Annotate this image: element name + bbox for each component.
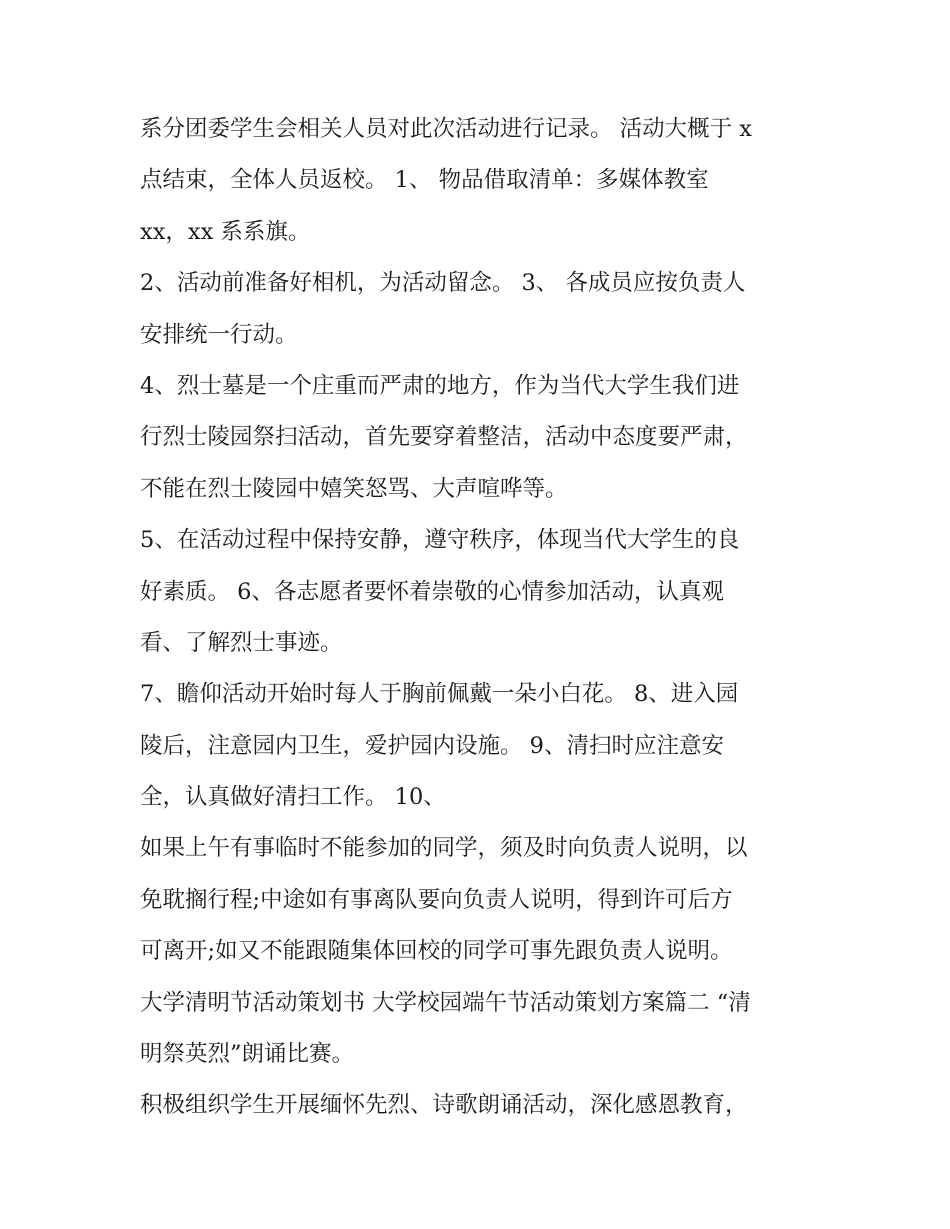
text-line: 陵后，注意园内卫生，爱护园内设施。 9、清扫时应注意安 <box>140 732 724 759</box>
text-line: 5、在活动过程中保持安静，遵守秩序，体现当代大学生的良 <box>140 527 740 554</box>
text-line: 大学清明节活动策划书 大学校园端午节活动策划方案篇二 “清 <box>140 989 751 1016</box>
text-line: 不能在烈士陵园中嬉笑怒骂、大声喧哗等。 <box>140 475 568 502</box>
text-line: xx，xx 系系旗。 <box>140 218 311 245</box>
document-body <box>140 104 820 1132</box>
text-line: 2、活动前准备好相机，为活动留念。 3、 各成员应按负责人 <box>140 270 746 297</box>
text-line: 如果上午有事临时不能参加的同学，须及时向负责人说明，以 <box>140 835 748 862</box>
text-line: 明祭英烈”朗诵比赛。 <box>140 1041 355 1068</box>
text-line: 行烈士陵园祭扫活动，首先要穿着整洁，活动中态度要严肃， <box>140 424 748 451</box>
text-line: 点结束，全体人员返校。 1、 物品借取清单：多媒体教室 <box>140 167 709 194</box>
text-line: 系分团委学生会相关人员对此次活动进行记录。 活动大概于 x <box>140 116 752 142</box>
text-line: 可离开;如又不能跟随集体回校的同学可事先跟负责人说明。 <box>140 938 733 965</box>
text-line: 看、了解烈士事迹。 <box>140 629 343 656</box>
text-line: 好素质。 6、各志愿者要怀着崇敬的心情参加活动，认真观 <box>140 578 724 605</box>
text-line: 安排统一行动。 <box>140 321 298 348</box>
text-line: 4、烈士墓是一个庄重而严肃的地方，作为当代大学生我们进 <box>140 372 740 399</box>
text-line: 免耽搁行程;中途如有事离队要向负责人说明，得到许可后方 <box>140 886 733 913</box>
text-line: 全，认真做好清扫工作。 10、 <box>140 784 446 811</box>
text-line: 7、瞻仰活动开始时每人于胸前佩戴一朵小白花。 8、进入园 <box>140 681 739 708</box>
text-line: 积极组织学生开展缅怀先烈、诗歌朗诵活动，深化感恩教育， <box>140 1092 748 1119</box>
